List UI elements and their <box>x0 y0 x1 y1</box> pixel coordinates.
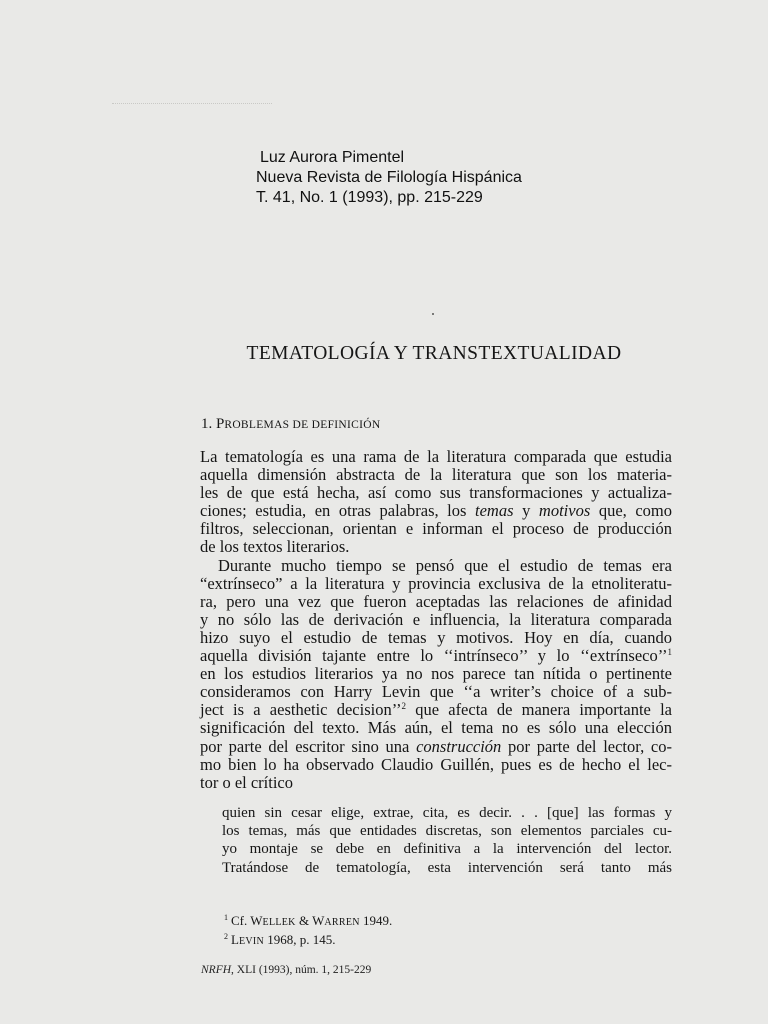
body-line: ciones; estudia, en otras palabras, los temas y motivos que, como <box>200 501 672 521</box>
body-line: ject is a aesthetic decision’’$^2$ que afecta de manera importante la <box>200 700 672 720</box>
article-title: TEMATOLOGÍA Y TRANSTEXTUALIDAD <box>246 343 622 364</box>
body-line: significación del texto. Más aún, el tema no es sólo una elección <box>200 718 672 738</box>
quote-line: quien sin cesar elige, extrae, cita, es decir. . . [que] las formas y <box>222 805 672 821</box>
article-body <box>200 448 672 792</box>
body-line: tor o el crítico <box>200 772 294 792</box>
section-number: 1. <box>201 416 213 432</box>
footnote-ref[interactable]: 1 <box>667 647 672 658</box>
body-line: aquella dimensión abstracta de la literatura que son los materia- <box>200 465 672 485</box>
body-line: y no sólo las de derivación e influencia, la literatura comparada <box>200 609 672 629</box>
italic-term: construcción <box>416 736 502 756</box>
body-line: de los textos literarios. <box>200 537 350 557</box>
body-line: “extrínseco” a la literatura y provincia exclusiva de la etnoliteratu- <box>200 573 672 593</box>
section-title: PROBLEMAS DE DEFINICIÓN <box>216 416 381 432</box>
body-line: hizo suyo el estudio de temas y motivos. Hoy en día, cuando <box>200 627 672 647</box>
running-footer <box>201 963 371 977</box>
block-quote <box>222 804 672 877</box>
footnote-marker: 1 <box>224 913 228 922</box>
author-name: Luz Aurora Pimentel <box>260 149 405 166</box>
body-line: les de que está hecha, así como sus transformaciones y actualiza- <box>200 483 672 503</box>
scan-artifact <box>112 103 272 105</box>
journal-abbreviation: NRFH <box>201 964 232 976</box>
footnote: $^2$ LEVIN 1968, p. 145. <box>224 932 336 947</box>
body-line: La tematología es una rama de la literatura comparada que estudia <box>200 447 672 466</box>
body-line: aquella división tajante entre lo ‘‘intrínseco’’ y lo ‘‘extrínseco’’$^1$ <box>200 646 672 666</box>
body-line: ra, pero una vez que fueron aceptadas las relaciones de afinidad <box>200 591 672 611</box>
body-line: por parte del escritor sino una construcción por parte del lector, co- <box>200 736 672 756</box>
body-line: en los estudios literarios ya no nos parece tan nítida o pertinente <box>200 664 672 684</box>
body-line: Durante mucho tiempo se pensó que el estudio de temas era <box>218 555 672 575</box>
scan-speck <box>432 313 434 315</box>
citation-details: T. 41, No. 1 (1993), pp. 215-229 <box>256 189 483 206</box>
quote-line: los temas, más que entidades discretas, son elementos parciales cu- <box>222 823 672 840</box>
italic-term: motivos <box>538 501 591 521</box>
quote-line: yo montaje se debe en definitiva a la intervención del lector. <box>222 841 672 858</box>
citation-header <box>256 148 522 208</box>
journal-name: Nueva Revista de Filología Hispánica <box>256 169 522 186</box>
footnote-ref[interactable]: 2 <box>401 701 406 712</box>
body-line: consideramos con Harry Levin que ‘‘a writer’s choice of a sub- <box>200 682 672 702</box>
footnotes <box>224 912 392 950</box>
section-heading <box>201 414 380 435</box>
body-line: filtros, seleccionan, orientan e informan el proceso de producción <box>200 519 672 539</box>
quote-line: Tratándose de tematología, esta intervención será tanto más <box>222 859 672 876</box>
footer-citation: , XLI (1993), núm. 1, 215-229 <box>231 964 372 976</box>
body-line: mo bien lo ha observado Claudio Guillén, pues es de hecho el lec- <box>200 754 672 774</box>
footnote-marker: 2 <box>224 932 228 941</box>
italic-term: temas <box>475 501 514 521</box>
footnote: $^1$ Cf. WELLEK & WARREN 1949. <box>224 913 393 928</box>
